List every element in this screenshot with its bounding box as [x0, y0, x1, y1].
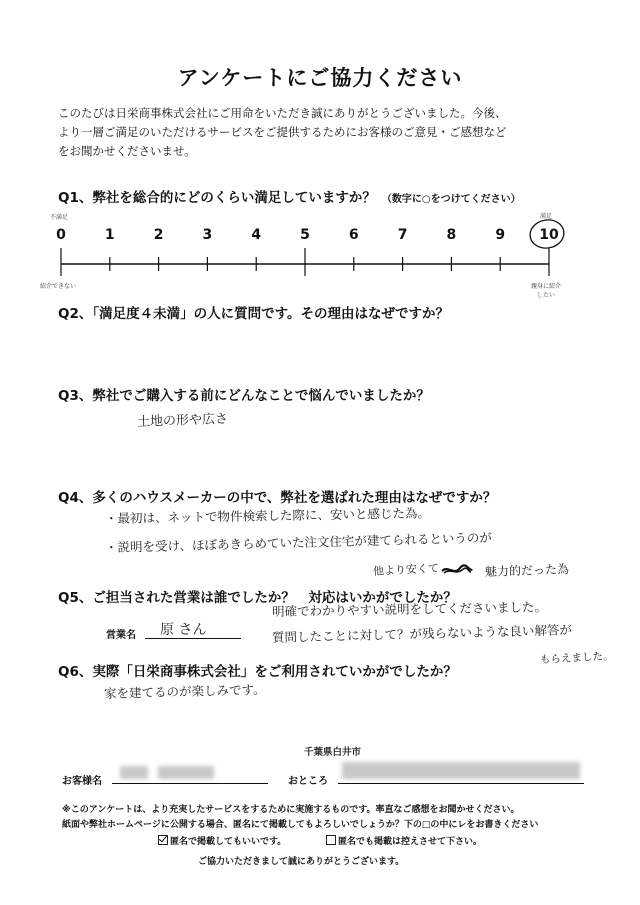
scale-low-sub: 紹介できない — [40, 283, 77, 290]
anonymous-ok-label: 匿名で掲載してもいいです。 — [170, 837, 287, 847]
sales-name-value: 原 さん — [160, 622, 207, 638]
customer-address-label: おところ — [288, 776, 328, 787]
scale-low-label: 不満足 — [50, 214, 69, 221]
question-6-answer: 家を建てるのが楽しみです。 — [103, 681, 266, 701]
scale-high-label: 満足 — [540, 213, 553, 220]
question-4-answer-line: ・最初は、ネットで物件検索した際に、安いと感じた為。 — [104, 505, 431, 526]
redacted-address — [342, 762, 580, 779]
question-5-answer-line: 明確でわかりやすい説明をしてくださいました。 — [271, 599, 548, 619]
intro-line: より一層ご満足のいただけるサービスをご提供するためにお客様のご意見・ご感想など — [58, 125, 507, 139]
scale-number-8[interactable]: 8 — [446, 227, 457, 243]
scale-number-5[interactable]: 5 — [300, 227, 310, 243]
question-5-label: Q5、ご担当された営業は誰でしたか？ 対応はいかがでしたか？ — [58, 590, 457, 606]
question-4-answer-end: 魅力的だった為 — [484, 562, 570, 579]
intro-line: をお聞かせくださいませ。 — [58, 144, 196, 158]
page-title: アンケートにご協力ください — [177, 66, 463, 90]
thanks-text: ご協力いただきまして誠にありがとうございます。 — [198, 857, 405, 867]
sales-name-label: 営業名 — [106, 630, 136, 641]
scale-number-4[interactable]: 4 — [251, 227, 262, 243]
scale-number-3[interactable]: 3 — [202, 227, 213, 243]
scale-number-10[interactable]: 10 — [539, 227, 559, 243]
anonymous-ok-option[interactable] — [158, 834, 286, 847]
footer-note-1: ※このアンケートは、より充実したサービスをするために実施するものです。率直なご感想をお聞かせください。 — [62, 805, 520, 815]
question-5-answer-line: もらえました。 — [539, 650, 614, 666]
question-1-label: Q1、弊社を総合的にどのくらい満足していますか？ — [58, 190, 376, 206]
anonymous-no-option[interactable] — [326, 834, 482, 847]
question-2-label: Q2、「満足度４未満」の人に質問です。その理由はなぜですか？ — [58, 306, 450, 322]
scale-ticks — [61, 248, 549, 276]
customer-address-underline — [338, 783, 584, 784]
scale-number-7[interactable]: 7 — [397, 227, 408, 243]
question-3-label: Q3、弊社でご購入する前にどんなことで悩んでいましたか？ — [58, 388, 430, 404]
question-3-answer: 土地の形や広さ — [136, 411, 229, 430]
question-4-answer-line: ・説明を受け、ほぼあきらめていた注文住宅が建てられるというのが — [104, 529, 493, 555]
customer-name-label: お客様名 — [62, 776, 102, 787]
anonymous-no-checkbox[interactable] — [326, 835, 336, 845]
question-4-label: Q4、多くのハウスメーカーの中で、弊社を選ばれた理由はなぜですか？ — [58, 490, 497, 506]
intro-line: このたびは日栄商事株式会社にご用命をいただき誠にありがとうございました。今後、 — [58, 106, 507, 120]
scale-number-1[interactable]: 1 — [104, 227, 115, 243]
customer-name-underline — [112, 783, 268, 784]
scale-high-sub: 親身に紹介したい — [531, 283, 562, 299]
scale-number-2[interactable]: 2 — [153, 227, 164, 243]
redacted-name — [120, 766, 148, 779]
anonymous-ok-checkbox[interactable] — [158, 835, 168, 845]
scale-line-svg — [0, 0, 640, 300]
scribble-mark — [440, 563, 474, 577]
question-6-label: Q6、実際「日栄商事株式会社」をご利用されていかがでしたか？ — [58, 664, 457, 680]
selected-circle — [528, 217, 566, 250]
anonymous-no-label: 匿名でも掲載は控えさせて下さい。 — [338, 837, 483, 847]
question-1-note: （数字に○をつけてください） — [381, 194, 521, 205]
scale-number-9[interactable]: 9 — [495, 227, 506, 243]
scale-number-0[interactable]: 0 — [56, 227, 66, 243]
question-4-answer-insert: 他より安くて — [372, 561, 440, 578]
footer-note-2: 紙面や弊社ホームページに公開する場合、匿名にて掲載してもよろしいでしょうか？下の□の中にレをお書きください — [62, 820, 539, 830]
scale-number-6[interactable]: 6 — [348, 227, 359, 243]
address-hint: 千葉県白井市 — [304, 747, 362, 758]
redacted-name — [158, 766, 214, 779]
question-5-answer-line: 質問したことに対して？が残らないような良い解答が — [271, 622, 573, 645]
